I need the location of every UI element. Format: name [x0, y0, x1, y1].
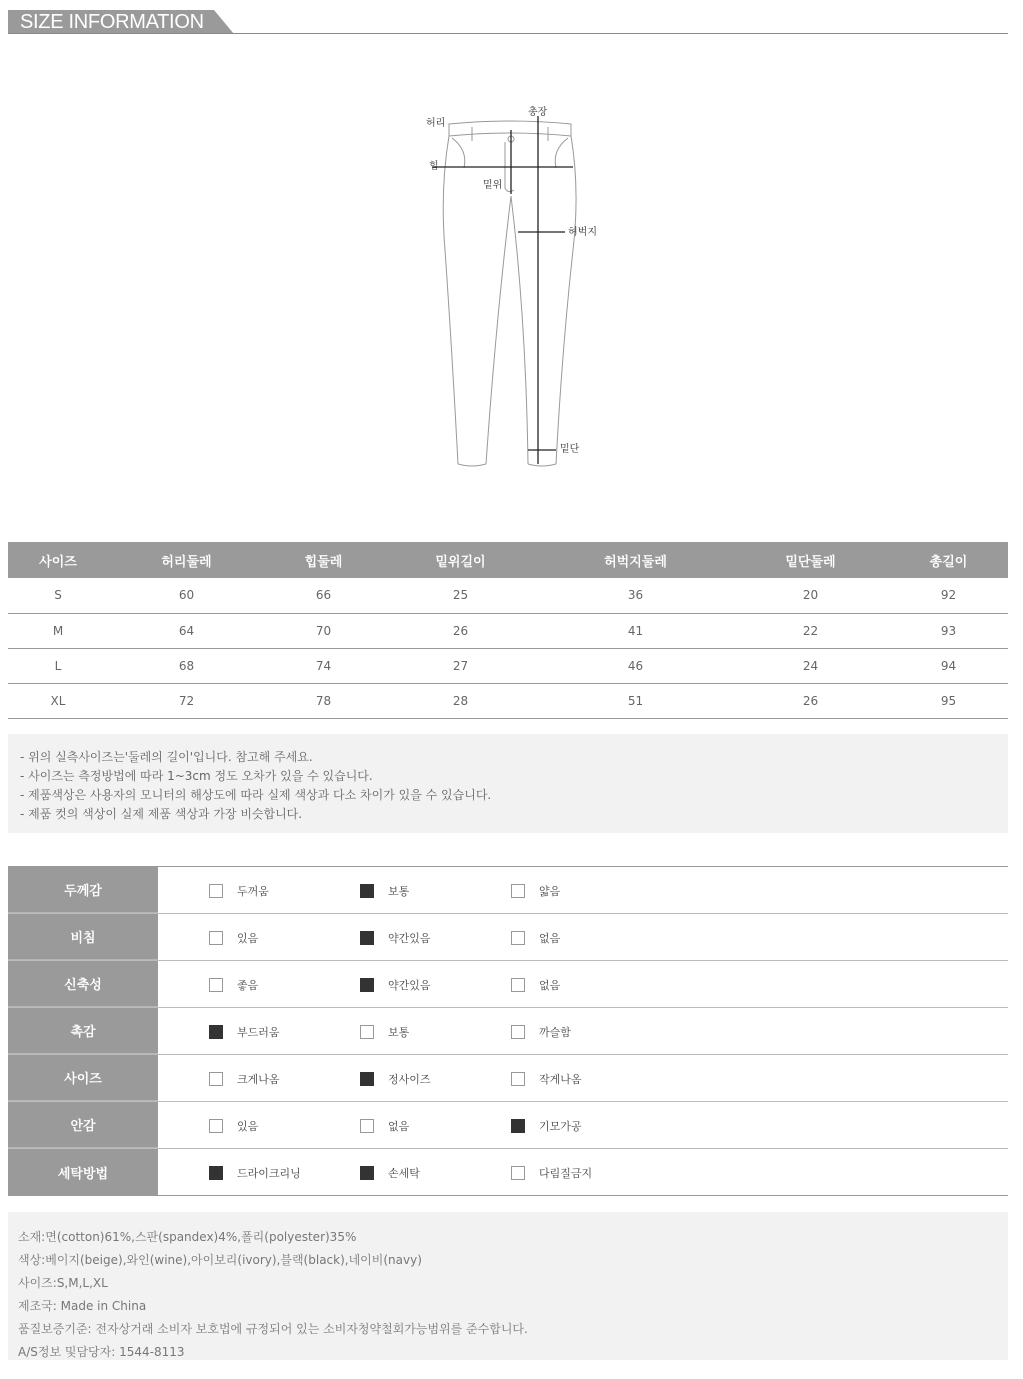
option-label: 없음: [388, 1120, 410, 1133]
feature-label: 두께감: [8, 867, 158, 913]
checkbox-icon: [360, 1025, 374, 1039]
size-chart-table: [8, 542, 1008, 719]
option-label: 정사이즈: [388, 1073, 431, 1086]
option-label: 얇음: [539, 885, 561, 898]
table-cell: 36: [539, 578, 732, 613]
feature-option: [360, 1118, 409, 1134]
table-cell: 24: [732, 648, 889, 683]
option-label: 약간있음: [388, 979, 431, 992]
feature-option: [511, 883, 560, 899]
pants-outline-illustration: [380, 100, 640, 480]
feature-label: 사이즈: [8, 1055, 158, 1101]
table-cell: 66: [265, 578, 382, 613]
feature-option: [360, 1071, 431, 1087]
info-origin: 제조국: Made in China: [18, 1299, 147, 1313]
checkbox-icon: [511, 931, 525, 945]
feature-option: [511, 1024, 571, 1040]
feature-option: [360, 1165, 420, 1181]
table-cell: 78: [265, 683, 382, 718]
table-cell: S: [8, 578, 108, 613]
header-hem: 밑단둘레: [732, 542, 889, 578]
checked-box-icon: [209, 1025, 223, 1039]
info-warranty: 품질보증기준: 전자상거래 소비자 보호법에 규정되어 있는 소비자청약철회가능범위를 준수합니다.: [18, 1322, 528, 1336]
checked-box-icon: [360, 931, 374, 945]
checkbox-icon: [511, 1072, 525, 1086]
header-hip: 힙둘레: [265, 542, 382, 578]
feature-row-thickness: [8, 867, 1008, 914]
feature-option: [209, 977, 258, 993]
table-cell: 41: [539, 613, 732, 648]
feature-option: [360, 977, 431, 993]
option-label: 손세탁: [388, 1167, 420, 1180]
option-label: 까슬함: [539, 1026, 571, 1039]
table-cell: 27: [382, 648, 539, 683]
table-row: [8, 648, 1008, 683]
checked-box-icon: [360, 1072, 374, 1086]
checkbox-icon: [209, 931, 223, 945]
note-line: - 사이즈는 측정방법에 따라 1~3cm 정도 오차가 있을 수 있습니다.: [20, 769, 373, 783]
product-info: [8, 1212, 1008, 1360]
table-cell: 60: [108, 578, 265, 613]
info-sizes: 사이즈:S,M,L,XL: [18, 1276, 108, 1290]
table-cell: 70: [265, 613, 382, 648]
checkbox-icon: [511, 1025, 525, 1039]
table-cell: XL: [8, 683, 108, 718]
info-colors: 색상:베이지(beige),와인(wine),아이보리(ivory),블랙(black),네이비(navy): [18, 1253, 422, 1267]
total-length-label: 총장: [528, 107, 548, 118]
section-header-rule: [8, 33, 1008, 34]
header-size: 사이즈: [8, 542, 108, 578]
header-thigh: 허벅지둘레: [539, 542, 732, 578]
table-cell: L: [8, 648, 108, 683]
feature-option: [360, 883, 409, 899]
option-label: 두꺼움: [237, 885, 269, 898]
feature-option: [511, 930, 560, 946]
option-label: 부드러움: [237, 1026, 280, 1039]
feature-row-sheerness: [8, 914, 1008, 961]
waist-label: 허리: [426, 118, 446, 129]
option-label: 작게나옴: [539, 1073, 582, 1086]
checkbox-icon: [209, 978, 223, 992]
hip-label: 힙: [429, 161, 439, 172]
feature-option: [511, 1118, 582, 1134]
table-cell: M: [8, 613, 108, 648]
option-label: 없음: [539, 979, 561, 992]
fabric-features-table: [8, 866, 1008, 1196]
section-title: SIZE INFORMATION: [20, 11, 204, 33]
info-service-contact: A/S정보 및담당자: 1544-8113: [18, 1345, 185, 1359]
feature-row-touch: [8, 1008, 1008, 1055]
feature-row-lining: [8, 1102, 1008, 1149]
checkbox-icon: [511, 978, 525, 992]
table-cell: 25: [382, 578, 539, 613]
option-label: 있음: [237, 1120, 259, 1133]
feature-option: [209, 930, 258, 946]
table-cell: 64: [108, 613, 265, 648]
feature-row-washing: [8, 1149, 1008, 1196]
option-label: 보통: [388, 885, 410, 898]
table-cell: 46: [539, 648, 732, 683]
feature-option: [209, 1071, 280, 1087]
table-cell: 74: [265, 648, 382, 683]
header-rise: 밑위길이: [382, 542, 539, 578]
table-cell: 20: [732, 578, 889, 613]
option-label: 보통: [388, 1026, 410, 1039]
feature-option: [360, 1024, 409, 1040]
table-cell: 51: [539, 683, 732, 718]
feature-option: [511, 1165, 592, 1181]
feature-option: [209, 1118, 258, 1134]
option-label: 좋음: [237, 979, 259, 992]
checked-box-icon: [511, 1119, 525, 1133]
measurement-notes: [8, 734, 1008, 833]
checkbox-icon: [511, 884, 525, 898]
feature-option: [360, 930, 431, 946]
option-label: 다림질금지: [539, 1167, 593, 1180]
feature-option: [511, 1071, 582, 1087]
table-cell: 22: [732, 613, 889, 648]
table-cell: 95: [889, 683, 1008, 718]
table-cell: 26: [732, 683, 889, 718]
feature-label: 안감: [8, 1102, 158, 1148]
section-header: [8, 10, 1008, 35]
option-label: 크게나옴: [237, 1073, 280, 1086]
hem-label: 밑단: [560, 444, 580, 455]
feature-option: [511, 977, 560, 993]
table-cell: 28: [382, 683, 539, 718]
checkbox-icon: [209, 1119, 223, 1133]
checkbox-icon: [209, 1072, 223, 1086]
feature-option: [209, 883, 269, 899]
checkbox-icon: [360, 1119, 374, 1133]
feature-label: 촉감: [8, 1008, 158, 1054]
note-line: - 위의 실측사이즈는'둘레의 길이'입니다. 참고해 주세요.: [20, 750, 313, 764]
table-cell: 68: [108, 648, 265, 683]
table-cell: 92: [889, 578, 1008, 613]
feature-option: [209, 1165, 301, 1181]
feature-option: [209, 1024, 280, 1040]
feature-label: 세탁방법: [8, 1149, 158, 1195]
table-row: [8, 613, 1008, 648]
note-line: - 제품색상은 사용자의 모니터의 해상도에 따라 실제 색상과 다소 차이가 있을 수 있습니다.: [20, 788, 492, 802]
checked-box-icon: [209, 1166, 223, 1180]
checked-box-icon: [360, 884, 374, 898]
checked-box-icon: [360, 978, 374, 992]
feature-label: 신축성: [8, 961, 158, 1007]
note-line: - 제품 컷의 색상이 실제 제품 색상과 가장 비슷합니다.: [20, 807, 303, 821]
thigh-label: 허벅지: [568, 227, 597, 238]
info-material: 소재:면(cotton)61%,스판(spandex)4%,폴리(polyester)35%: [18, 1230, 357, 1244]
checkbox-icon: [511, 1166, 525, 1180]
header-waist: 허리둘레: [108, 542, 265, 578]
option-label: 없음: [539, 932, 561, 945]
table-row: [8, 683, 1008, 718]
rise-label: 밑위: [483, 180, 503, 191]
table-cell: 72: [108, 683, 265, 718]
table-cell: 93: [889, 613, 1008, 648]
pants-diagram: [380, 100, 640, 480]
feature-label: 비침: [8, 914, 158, 960]
feature-row-stretch: [8, 961, 1008, 1008]
option-label: 드라이크리닝: [237, 1167, 301, 1180]
header-length: 총길이: [889, 542, 1008, 578]
feature-row-fit: [8, 1055, 1008, 1102]
option-label: 있음: [237, 932, 259, 945]
table-cell: 94: [889, 648, 1008, 683]
option-label: 약간있음: [388, 932, 431, 945]
checkbox-icon: [209, 884, 223, 898]
checked-box-icon: [360, 1166, 374, 1180]
size-table-header-row: [8, 542, 1008, 578]
table-cell: 26: [382, 613, 539, 648]
option-label: 기모가공: [539, 1120, 582, 1133]
table-row: [8, 578, 1008, 613]
